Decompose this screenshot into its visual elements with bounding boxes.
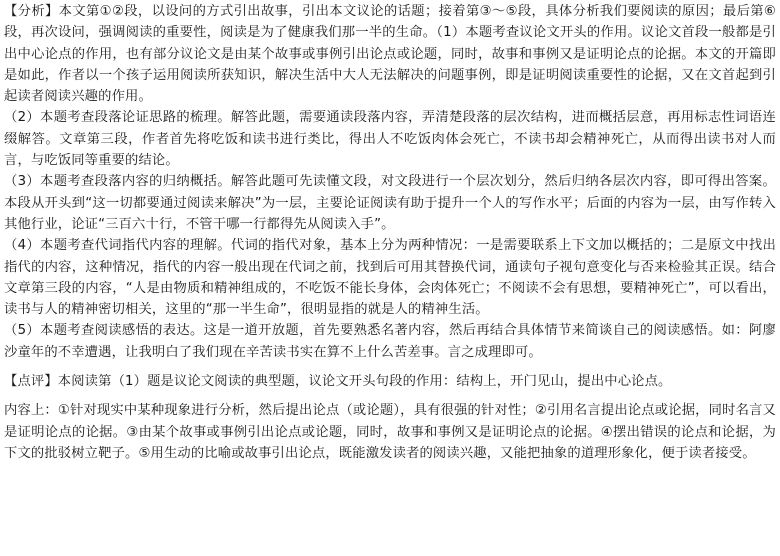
comment-heading-paragraph: 【点评】本阅读第（1）题是议论文阅读的典型题，议论文开头句段的作用：结构上，开门见山，提出中心论点。 — [4, 374, 672, 390]
comment-content-paragraph: 内容上：①针对现实中某种现象进行分析，然后提出论点（或论题），具有很强的针对性；②引用名言提出论点或论据，同时名言又是证明论点的论据。③由某个故事或事例引出论点或论题，同时，故事和事例又是证明论点的论据。④摆出错误的论点和论据，为下文的批驳树立靶子。⑤用生动的比喻或故事引出论点，既能激发读者的阅读兴趣，又能把抽象的道理形象化，便于读者接受。 — [4, 403, 776, 461]
section-gap — [4, 392, 776, 400]
analysis-q3-paragraph: （3）本题考查段落内容的归纳概括。解答此题可先读懂文段，对文段进行一个层次划分，然后归纳各层次内容，即可得出答案。本段从开头到“这一切都要通过阅读来解决”为一层，主要论证阅读有助于提升一个人的写作水平；后面的内容为一层，由写作转入其他行业，论证“三百六十行，不管干哪一行都得先从阅读入手”。 — [4, 174, 776, 232]
analysis-q4-paragraph: （4）本题考查代词指代内容的理解。代词的指代对象，基本上分为两种情况：一是需要联系上下文加以概括的；二是原文中找出指代的内容，这种情况，指代的内容一般出现在代词之前，找到后可用其替换代词，通读句子视句意变化与否来检验其正误。结合文章第三段的内容，“人是由物质和精神组成的，不吃饭不能长身体，会肉体死亡；不阅读不会有思想，要精神死亡”，可以看出，读书与人的精神密切相关，这里的“那一半生命”，很明显指的就是人的精神生活。 — [4, 238, 776, 318]
analysis-q2-paragraph: （2）本题考查段落论证思路的梳理。解答此题，需要通读段落内容，弄清楚段落的层次结构，进而概括层意，再用标志性词语连缀解答。文章第三段，作者首先将吃饭和读书进行类比，得出人不吃饭肉体会死亡，不读书却会精神死亡，从而得出读书对人而言，与吃饭同等重要的结论。 — [4, 110, 776, 169]
section-gap — [4, 363, 776, 371]
comment-section — [4, 371, 776, 464]
analysis-overview-paragraph: 【分析】本文第①②段，以设问的方式引出故事，引出本文议论的话题；接着第③～⑤段，具体分析我们要阅读的原因；最后第⑥段，再次设问，强调阅读的重要性，阅读是为了健康我们那一半的生命。（1）本题考查议论文开头的作用。议论文首段一般都是引出中心论点的作用，也有部分议论文是由某个故事或事例引出论点或论题，同时，故事和事例又是证明论点的论据。本文的开篇即是如此，作者以一个孩子运用阅读所获知识，解决生活中大人无法解决的问题事例，即是证明阅读重要性的论据，又在文首起到引起读者阅读兴趣的作用。 — [4, 4, 776, 105]
analysis-q5-paragraph: （5）本题考查阅读感悟的表达。这是一道开放题，首先要熟悉名著内容，然后再结合具体情节来简谈自己的阅读感悟。如：阿廖沙童年的不幸遭遇，让我明白了我们现在辛苦读书实在算不上什么苦差事。言之成理即可。 — [4, 323, 776, 360]
analysis-section — [4, 1, 776, 363]
